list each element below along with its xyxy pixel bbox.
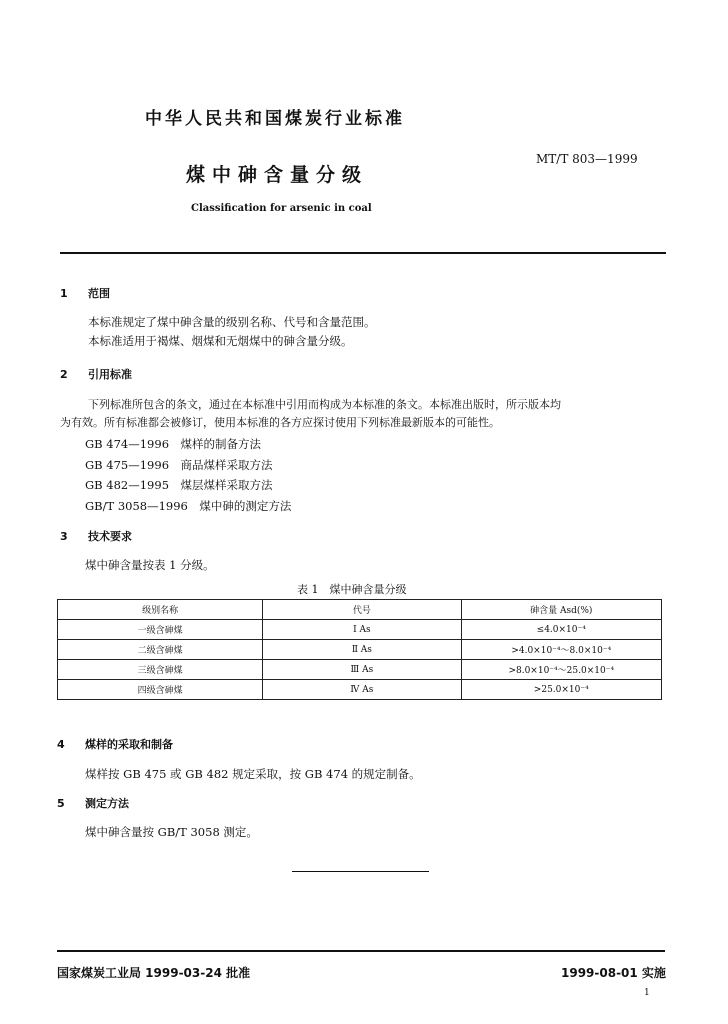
table-header-cell: 代号: [263, 600, 461, 620]
table-cell: Ⅲ As: [263, 660, 461, 680]
table-cell: Ⅳ As: [263, 680, 461, 700]
section-title: 测定方法: [85, 797, 129, 810]
reference-item: GB 475—1996 商品煤样采取方法: [85, 458, 273, 472]
implementation-date: 1999-08-01 实施: [561, 966, 666, 980]
table-cell: 四级含砷煤: [58, 680, 263, 700]
table-cell: 二级含砷煤: [58, 640, 263, 660]
table-cell: 一级含砷煤: [58, 620, 263, 640]
table-caption: 表 1 煤中砷含量分级: [297, 583, 407, 596]
reference-item: GB 482—1995 煤层煤样采取方法: [85, 478, 273, 492]
table-header-cell: 级别名称: [58, 600, 263, 620]
approval-statement: 国家煤炭工业局 1999-03-24 批准: [57, 966, 251, 980]
reference-item: GB 474—1996 煤样的制备方法: [85, 437, 262, 451]
section-number: 2: [60, 368, 68, 381]
section-1-para-2: 本标准适用于褐煤、烟煤和无烟煤中的砷含量分级。: [88, 334, 353, 348]
section-3-para: 煤中砷含量按表 1 分级。: [85, 558, 215, 572]
section-title: 引用标准: [88, 368, 132, 381]
header-divider: [60, 252, 666, 254]
table-cell: ≤4.0×10⁻⁴: [461, 620, 661, 640]
section-title: 范围: [88, 287, 110, 300]
section-1-para-1: 本标准规定了煤中砷含量的级别名称、代号和含量范围。: [88, 315, 376, 329]
footer-divider: [57, 950, 665, 952]
section-4-para: 煤样按 GB 475 或 GB 482 规定采取，按 GB 474 的规定制备。: [85, 767, 421, 781]
table-row: [58, 660, 662, 680]
section-2-intro-2: 为有效。所有标准都会被修订，使用本标准的各方应探讨使用下列标准最新版本的可能性。: [60, 416, 500, 429]
section-5-para: 煤中砷含量按 GB/T 3058 测定。: [85, 825, 258, 839]
section-title: 煤样的采取和制备: [85, 738, 173, 751]
section-2-heading: [60, 366, 132, 382]
section-number: 5: [57, 797, 65, 810]
arsenic-grade-table: [57, 599, 662, 700]
table-row: [58, 620, 662, 640]
section-number: 3: [60, 530, 68, 543]
english-title: Classification for arsenic in coal: [191, 203, 372, 214]
reference-item: GB/T 3058—1996 煤中砷的测定方法: [85, 499, 292, 513]
document-title: 煤中砷含量分级: [186, 164, 369, 186]
table-cell: >8.0×10⁻⁴～25.0×10⁻⁴: [461, 660, 661, 680]
table-cell: >25.0×10⁻⁴: [461, 680, 661, 700]
section-title: 技术要求: [88, 530, 132, 543]
table-cell: Ⅰ As: [263, 620, 461, 640]
table-cell: Ⅱ As: [263, 640, 461, 660]
section-number: 4: [57, 738, 65, 751]
table-row: [58, 640, 662, 660]
standard-code: MT/T 803—1999: [536, 152, 638, 166]
section-5-heading: [57, 795, 129, 811]
table-cell: 三级含砷煤: [58, 660, 263, 680]
section-3-heading: [60, 528, 132, 544]
table-header-row: [58, 600, 662, 620]
table-header-cell: 砷含量 Asd(%): [461, 600, 661, 620]
issuing-body-title: 中华人民共和国煤炭行业标准: [145, 109, 405, 129]
section-number: 1: [60, 287, 68, 300]
table-row: [58, 680, 662, 700]
section-2-intro-1: 下列标准所包含的条文，通过在本标准中引用而构成为本标准的条文。本标准出版时，所示版本均: [88, 398, 561, 411]
section-1-heading: [60, 285, 110, 301]
section-4-heading: [57, 736, 173, 752]
end-of-text-rule: [292, 871, 429, 872]
page-number: 1: [644, 988, 650, 998]
table-cell: >4.0×10⁻⁴～8.0×10⁻⁴: [461, 640, 661, 660]
